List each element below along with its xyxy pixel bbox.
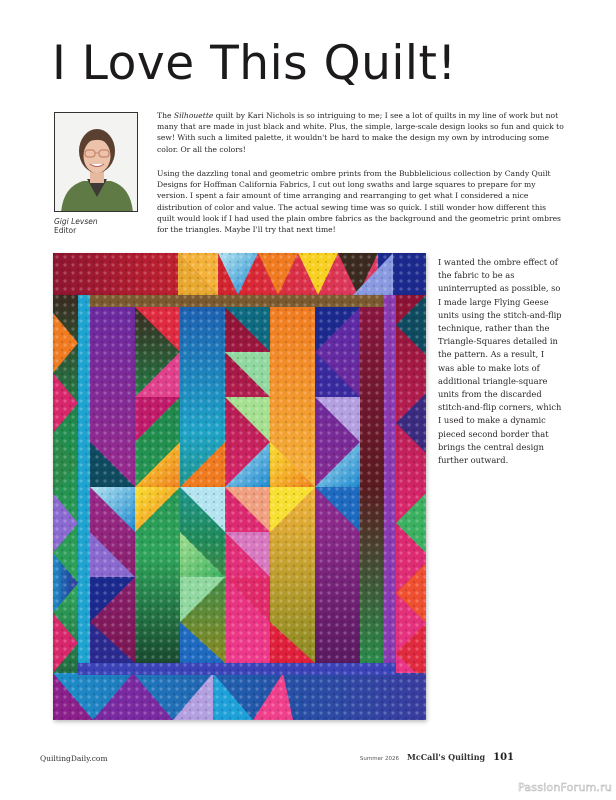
editor-role: Editor bbox=[54, 226, 77, 235]
footer-website: QuiltingDaily.com bbox=[40, 754, 108, 763]
p3-text: I wanted the ombre effect of the fabric to be as uninterrupted as possible, so I made large Flying Geese units using the stitch-and-flip technique, rather than the Triangle-Squares detailed in the pattern. As a result, I was able to make lots of additional triangle-square units from the discarded stitch-and-flip corners, which I used to make a dynamic pieced second border that brings the central design further outward. bbox=[438, 257, 562, 466]
technique-paragraph bbox=[438, 256, 562, 467]
editor-name: Gigi Levsen bbox=[54, 217, 98, 226]
editor-photo bbox=[54, 112, 138, 212]
footer-magazine: McCall's Quilting bbox=[407, 752, 486, 762]
p2-text: Using the dazzling tonal and geometric ombre prints from the Bubblelicious collection by Candy Quilt Designs for Hoffman California Fabrics, I cut out long swaths and large squares to prepare for my version. I spent a fair amount of time arranging and rearranging to get what I considered a nice distribution of color and value. The actual sewing time was so quick. I still wonder how different this quilt would look if I had used the plain ombre fabrics as the background and the geometric print ombres for the triangles. Maybe I'll try that next time! bbox=[157, 169, 561, 235]
page-number: 101 bbox=[493, 752, 514, 763]
intro-paragraph bbox=[157, 110, 565, 155]
p1-text-rest: quilt by Kari Nichols is so intriguing to me; I see a lot of quilts in my line of work but not many that are made in just black and white. Plus, the simple, large-scale design looks so fun and quick to sew! With such a limited palette, it wouldn't be hard to make the design my own by introducing some color. Or all the colors! bbox=[157, 111, 564, 154]
page-title: I Love This Quilt! bbox=[52, 36, 457, 91]
fabric-paragraph bbox=[157, 168, 565, 235]
footer-folio bbox=[360, 752, 514, 763]
editor-caption bbox=[54, 217, 98, 235]
p1-text-start: The bbox=[157, 111, 174, 120]
quilt-photo bbox=[53, 253, 426, 720]
footer-issue: Summer 2026 bbox=[359, 756, 400, 762]
pattern-name: Silhouette bbox=[173, 111, 214, 120]
watermark: PassionForum.ru bbox=[518, 781, 612, 794]
quilt-image-icon bbox=[53, 253, 426, 720]
editor-portrait-icon bbox=[55, 113, 138, 212]
